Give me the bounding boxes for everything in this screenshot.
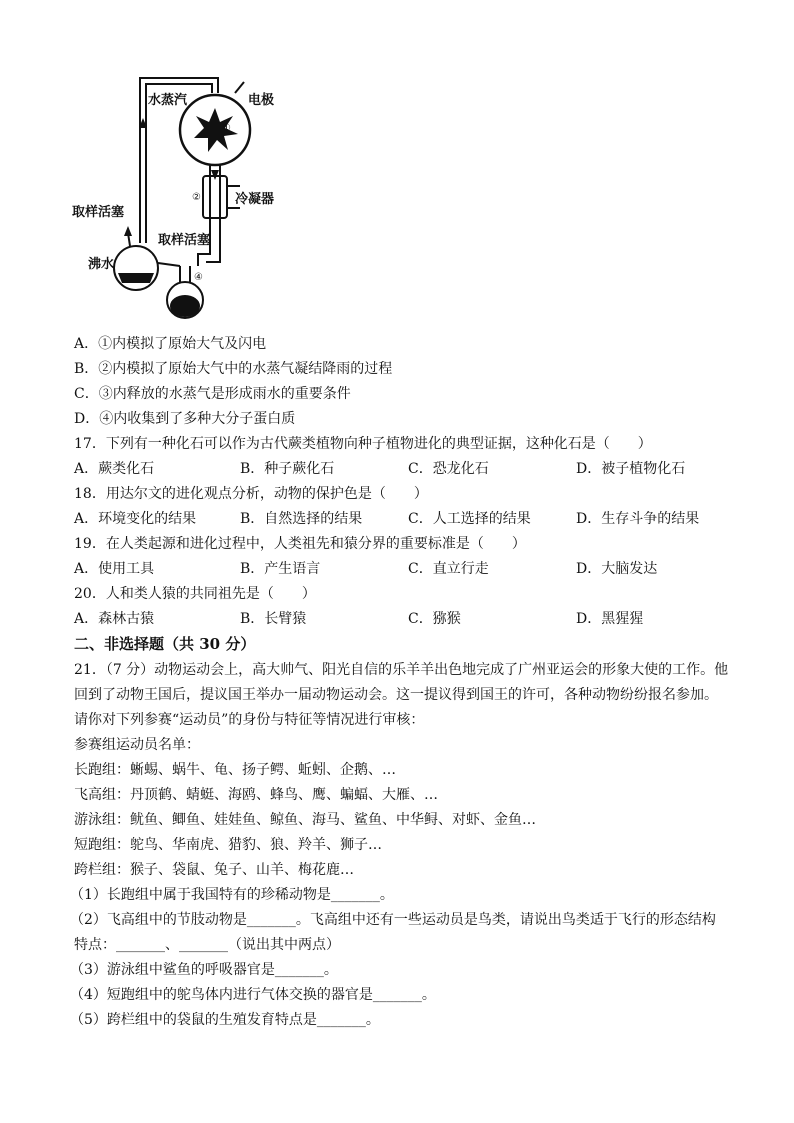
q21-sub-2-line-1: （2）飞高组中的节肢动物是_______。飞高组中还有一些运动员是鸟类，请说出鸟类适于飞行的形态结构 — [70, 912, 716, 928]
q17-stem: 17．下列有一种化石可以作为古代蕨类植物向种子植物进化的典型证据，这种化石是（ ） — [74, 436, 652, 452]
q21-group-high-fly: 飞高组：丹顶鹤、蜻蜓、海鸥、蜂鸟、鹰、蝙蝠、大雁、… — [74, 787, 438, 803]
q18-option-b: B．自然选择的结果 — [240, 511, 363, 527]
q20-option-d: D．黑猩猩 — [576, 611, 644, 627]
label-vapor: 水蒸汽 — [148, 93, 188, 108]
q17-option-d: D．被子植物化石 — [576, 461, 686, 477]
q16-option-b: B．②内模拟了原始大气中的水蒸气凝结降雨的过程 — [74, 361, 393, 377]
q19-option-b: B．产生语言 — [240, 561, 321, 577]
q21-sub-4: （4）短跑组中的鸵鸟体内进行气体交换的器官是_______。 — [70, 987, 436, 1003]
q20-option-c: C．猕猴 — [408, 611, 461, 627]
q16-option-a: A．①内模拟了原始大气及闪电 — [74, 336, 267, 352]
miller-apparatus-figure — [70, 68, 320, 330]
q21-group-long-run: 长跑组：蜥蜴、蜗牛、龟、扬子鳄、蚯蚓、企鹅、… — [74, 762, 396, 778]
section-heading: 二、非选择题（共 30 分） — [74, 635, 256, 653]
q17-option-c: C．恐龙化石 — [408, 461, 489, 477]
q18-option-a: A．环境变化的结果 — [74, 511, 197, 527]
q21-group-hurdle: 跨栏组：猴子、袋鼠、兔子、山羊、梅花鹿… — [74, 862, 354, 878]
label-num-4: ④ — [194, 272, 203, 283]
q17-option-b: B．种子蕨化石 — [240, 461, 335, 477]
q19-option-d: D．大脑发达 — [576, 561, 658, 577]
q21-intro-line-1: 21．（7 分）动物运动会上，高大帅气、阳光自信的乐羊羊出色地完成了广州亚运会的形象大使的工作。他 — [74, 662, 729, 678]
q21-sub-3: （3）游泳组中鲨鱼的呼吸器官是_______。 — [70, 962, 338, 978]
q21-sub-2-line-2: 特点：_______、_______（说出其中两点） — [74, 937, 340, 953]
label-boiling-water: 沸水 — [88, 257, 115, 272]
q21-group-swim: 游泳组：鱿鱼、鲫鱼、娃娃鱼、鲸鱼、海马、鲨鱼、中华鲟、对虾、金鱼… — [74, 812, 536, 828]
q19-stem: 19．在人类起源和进化过程中，人类祖先和猿分界的重要标准是（ ） — [74, 536, 526, 552]
q21-intro-line-2: 回到了动物王国后，提议国王举办一届动物运动会。这一提议得到国王的许可，各种动物纷纷报名参加。 — [74, 687, 718, 703]
q16-option-c: C．③内释放的水蒸气是形成雨水的重要条件 — [74, 386, 351, 402]
q19-option-c: C．直立行走 — [408, 561, 489, 577]
q18-option-d: D．生存斗争的结果 — [576, 511, 700, 527]
q18-option-c: C．人工选择的结果 — [408, 511, 531, 527]
q21-sub-1: （1）长跑组中属于我国特有的珍稀动物是_______。 — [70, 887, 394, 903]
q19-option-a: A．使用工具 — [74, 561, 155, 577]
q20-option-a: A．森林古猿 — [74, 611, 155, 627]
q16-option-d: D．④内收集到了多种大分子蛋白质 — [74, 411, 296, 427]
q20-option-b: B．长臂猿 — [240, 611, 307, 627]
apparatus-diagram — [70, 68, 320, 330]
q21-intro-line-3: 请你对下列参赛“运动员”的身份与特征等情况进行审核： — [74, 712, 425, 728]
label-num-2: ② — [192, 192, 201, 203]
label-sampling-valve-left: 取样活塞 — [72, 205, 125, 220]
q21-group-sprint: 短跑组：鸵鸟、华南虎、猎豹、狼、羚羊、狮子… — [74, 837, 382, 853]
label-sampling-valve-right: 取样活塞 — [158, 233, 211, 248]
q21-sub-5: （5）跨栏组中的袋鼠的生殖发育特点是_______。 — [70, 1012, 380, 1028]
q20-stem: 20．人和类人猿的共同祖先是（ ） — [74, 586, 316, 602]
label-electrode: 电极 — [248, 93, 275, 108]
label-condenser: 冷凝器 — [235, 192, 275, 207]
q17-option-a: A．蕨类化石 — [74, 461, 155, 477]
q21-list-title: 参赛组运动员名单： — [74, 737, 200, 753]
q18-stem: 18．用达尔文的进化观点分析，动物的保护色是（ ） — [74, 486, 428, 502]
label-num-1: ① — [222, 123, 231, 134]
